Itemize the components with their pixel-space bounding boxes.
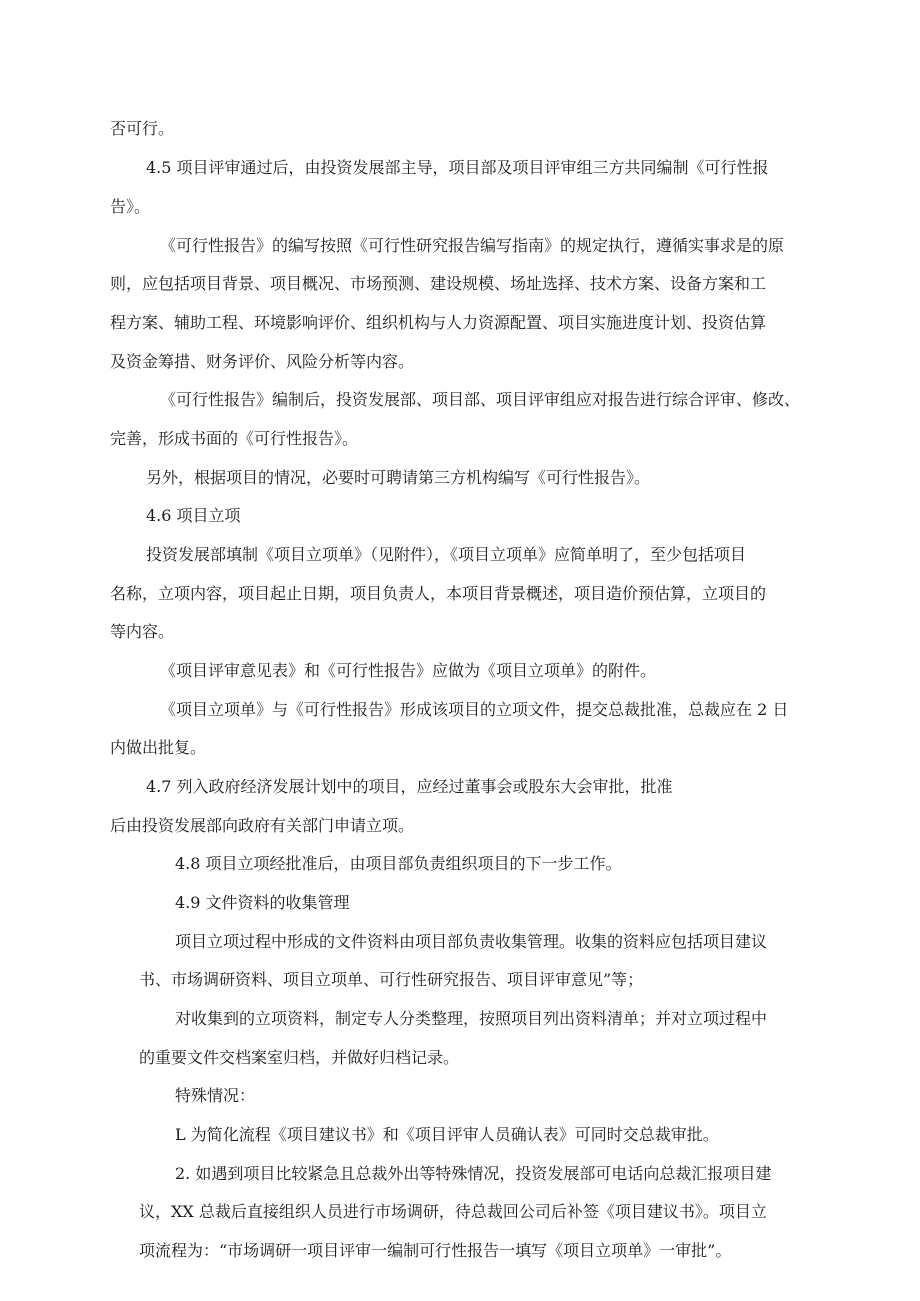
text-line: 议，XX 总裁后直接组织人员进行市场调研，待总裁回公司后补签《项目建议书》。项目立 [139, 1202, 767, 1221]
text-line: 及资金筹措、财务评价、风险分析等内容。 [110, 352, 415, 371]
text-line-section-4-5: 4.5 项目评审通过后，由投资发展部主导，项目部及项目评审组三方共同编制《可行性报 [146, 158, 769, 177]
text-line: 则，应包括项目背景、项目概况、市场预测、建设规模、场址选择、技术方案、设备方案和工 [110, 274, 767, 293]
text-line: 名称，立项内容，项目起止日期，项目负责人，本项目背景概述，项目造价预估算，立项目的 [110, 584, 767, 603]
text-line: 2. 如遇到项目比较紧急且总裁外出等特殊情况，投资发展部可电话向总裁汇报项目建 [175, 1164, 772, 1183]
text-line-section-4-8: 4.8 项目立项经批准后，由项目部负责组织项目的下一步工作。 [175, 854, 622, 873]
text-line: 《项目评审意见表》和《可行性报告》应做为《项目立项单》的附件。 [160, 661, 657, 680]
text-line: L 为简化流程《项目建议书》和《项目评审人员确认表》可同时交总裁审批。 [175, 1125, 719, 1144]
text-line-section-4-6: 4.6 项目立项 [146, 506, 241, 525]
text-line: 的重要文件交档案室归档，并做好归档记录。 [139, 1048, 460, 1067]
text-line-section-4-7: 4.7 列入政府经济发展计划中的项目，应经过董事会或股东大会审批，批准 [146, 777, 673, 796]
text-line: 另外，根据项目的情况，必要时可聘请第三方机构编写《可行性报告》。 [146, 468, 651, 487]
text-line: 《项目立项单》与《可行性报告》形成该项目的立项文件，提交总裁批准，总裁应在 2 日 [160, 700, 789, 719]
text-line: 后由投资发展部向政府有关部门申请立项。 [110, 816, 415, 835]
text-line: 程方案、辅助工程、环境影响评价、组织机构与人力资源配置、项目实施进度计划、投资估算 [110, 313, 767, 332]
text-line: 内做出批复。 [110, 738, 207, 757]
text-line: 投资发展部填制《项目立项单》（见附件），《项目立项单》应简单明了，至少包括项目 [146, 545, 747, 564]
text-line: 告》。 [110, 197, 151, 216]
text-line: 《可行性报告》编制后，投资发展部、项目部、项目评审组应对报告进行综合评审、修改、 [160, 390, 801, 409]
text-line: 等内容。 [110, 622, 175, 641]
text-line: 项目立项过程中形成的文件资料由项目部负责收集管理。收集的资料应包括项目建议 [175, 932, 768, 951]
text-line: 书、市场调研资料、项目立项单、可行性研究报告、项目评审意见”等； [139, 970, 644, 989]
text-line: 完善，形成书面的《可行性报告》。 [110, 429, 359, 448]
text-line-special-cases: 特殊情况： [175, 1086, 256, 1105]
text-line: 对收集到的立项资料，制定专人分类整理，按照项目列出资料清单；并对立项过程中 [175, 1009, 768, 1028]
text-line: 项流程为：“市场调研一项目评审一编制可行性报告一填写《项目立项单》一审批”。 [139, 1241, 732, 1260]
text-line-section-4-9: 4.9 文件资料的收集管理 [175, 893, 350, 912]
text-line: 《可行性报告》的编写按照《可行性研究报告编写指南》的规定执行，遵循实事求是的原 [160, 236, 785, 255]
text-line-continuation: 否可行。 [110, 119, 175, 138]
